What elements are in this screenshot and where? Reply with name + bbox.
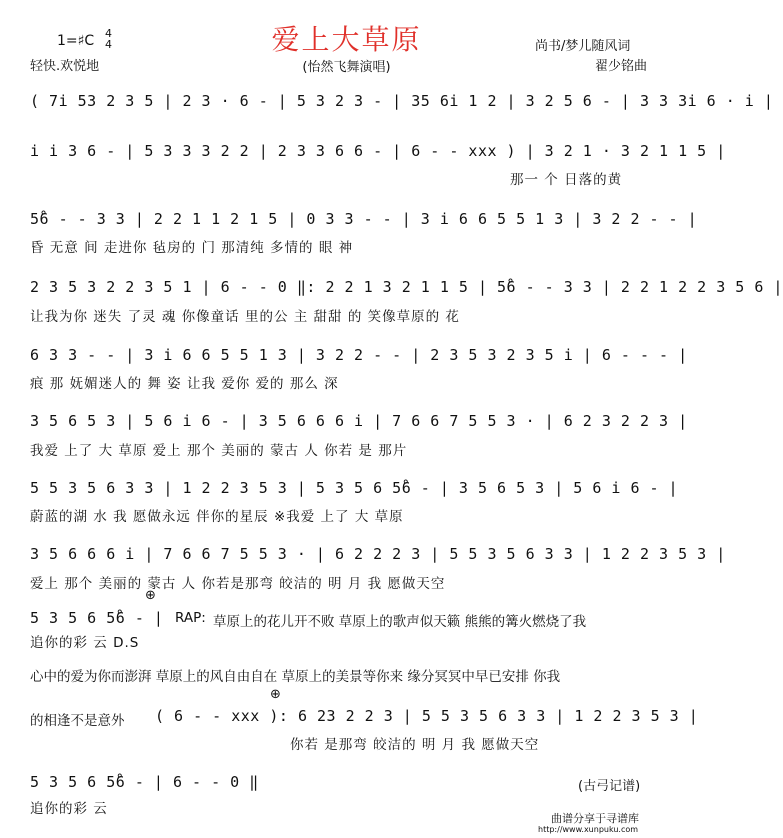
score-line-5: 6 3 3 - - | 3 i 6 6 5 5 1 3 | 3 2 2 - - | 2 3 5 3 2 3 5 i | 6 - - - | <box>30 346 688 364</box>
coda-sign-2: ⊕ <box>270 687 281 702</box>
lyric-line-4: 让我为你 迷失 了灵 魂 你像童话 里的公 主 甜甜 的 笑像草原的 花 <box>30 309 460 325</box>
rap-line-1: 草原上的花儿开不败 草原上的歌声似天籁 熊熊的篝火燃烧了我 <box>213 614 587 630</box>
score-line-10: ( 6 - - xxx ): 6 23 2 2 3 | 5 5 3 5 6 3 3 | 1 2 2 3 5 3 | <box>155 707 699 725</box>
score-line-11: 5 3 5 6 5̊6 - | 6 - - 0 ‖ <box>30 773 259 791</box>
score-line-7: 5 5 3 5 6 3 3 | 1 2 2 3 5 3 | 5 3 5 6 5̊6 - | 3 5 6 5 3 | 5 6 i 6 - | <box>30 479 679 497</box>
time-top: 4 <box>105 27 112 40</box>
time-signature <box>105 28 112 50</box>
lyric-line-10: 你若 是那弯 皎洁的 明 月 我 愿做天空 <box>290 737 540 753</box>
lyric-line-8: 爱上 那个 美丽的 蒙古 人 你若是那弯 皎洁的 明 月 我 愿做天空 <box>30 576 446 592</box>
lyricist-credit: 尚书/梦儿随风词 <box>535 39 631 54</box>
lyric-line-7: 蔚蓝的湖 水 我 愿做永远 伴你的星辰 ※我爱 上了 大 草原 <box>30 509 404 525</box>
recorder-credit: (古弓记谱) <box>578 779 641 794</box>
score-line-1: ( 7i 53 2 3 5 | 2 3 · 6 - | 5 3 2 3 - | 35 6i 1 2 | 3 2 5 6 - | 3 3 3i 6 · i | <box>30 92 774 110</box>
score-line-9: 5 3 5 6 5̊6 - | <box>30 609 164 627</box>
score-line-3: 5̊6 - - 3 3 | 2 2 1 1 2 1 5 | 0 3 3 - - | 3 i 6 6 5 5 1 3 | 3 2 2 - - | <box>30 210 698 228</box>
rap-line-3: 的相逢不是意外 <box>30 713 125 729</box>
lyric-line-3: 昏 无意 间 走进你 毡房的 门 那清纯 多情的 眼 神 <box>30 240 354 256</box>
rap-line-2: 心中的爱为你而澎湃 草原上的风自由自在 草原上的美景等你来 缘分冥冥中早已安排 你我 <box>30 669 561 685</box>
footer-url[interactable]: http://www.xunpuku.com <box>538 825 639 834</box>
rap-label: RAP: <box>175 610 206 626</box>
score-line-4: 2 3 5 3 2 2 3 5 1 | 6 - - 0 ‖: 2 2 1 3 2 1 1 5 | 5̊6 - - 3 3 | 2 2 1 2 2 3 5 6 | <box>30 278 783 296</box>
composer-credit: 翟少铭曲 <box>595 59 648 74</box>
score-line-6: 3 5 6 5 3 | 5 6 i 6 - | 3 5 6 6 6 i | 7 6 6 7 5 5 3 · | 6 2 3 2 2 3 | <box>30 412 688 430</box>
lyric-line-9: 追你的彩 云 D.S <box>30 635 140 651</box>
song-title: 爱上大草原 <box>271 23 422 56</box>
time-bottom: 4 <box>105 38 112 51</box>
lyric-line-5: 痕 那 妩媚迷人的 舞 姿 让我 爱你 爱的 那么 深 <box>30 376 339 392</box>
lyric-line-2: 那一 个 日落的黄 <box>510 172 623 188</box>
lyric-line-6: 我爱 上了 大 草原 爱上 那个 美丽的 蒙古 人 你若 是 那片 <box>30 443 408 459</box>
key-signature: 1=♯C <box>57 33 95 49</box>
footer-share: 曲谱分享于寻谱库 <box>551 812 639 825</box>
coda-sign-1: ⊕ <box>145 588 156 603</box>
tempo-marking: 轻快.欢悦地 <box>30 59 100 74</box>
lyric-line-11: 追你的彩 云 <box>30 801 108 817</box>
score-line-8: 3 5 6 6 6 i | 7 6 6 7 5 5 3 · | 6 2 2 2 3 | 5 5 3 5 6 3 3 | 1 2 2 3 5 3 | <box>30 545 726 563</box>
singer: (怡然飞舞演唱) <box>302 60 391 75</box>
score-line-2: i i 3 6 - | 5 3 3 3 2 2 | 2 3 3 6 6 - | 6 - - xxx ) | 3 2 1 · 3 2 1 1 5 | <box>30 142 726 160</box>
